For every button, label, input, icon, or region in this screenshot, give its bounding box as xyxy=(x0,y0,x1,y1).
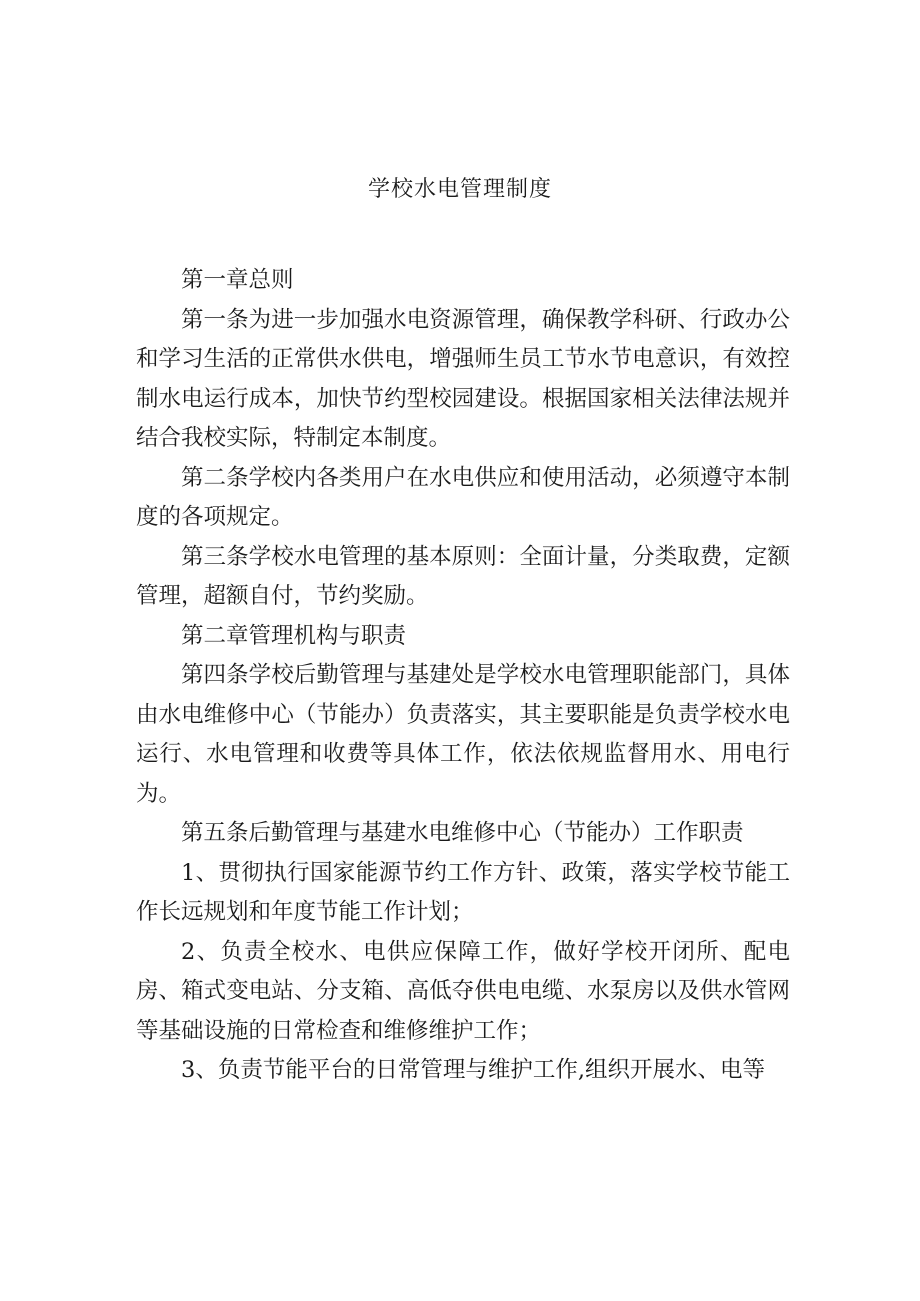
list-item: 2、负责全校水、电供应保障工作，做好学校开闭所、配电房、箱式变电站、分支箱、高低夺供电电缆、水泵房以及供水管网等基础设施的日常检查和维修维护工作； xyxy=(136,938,790,1044)
document-body xyxy=(136,261,790,1091)
article-paragraph: 第五条后勤管理与基建水电维修中心（节能办）工作职责 xyxy=(181,820,744,846)
list-item: 1、贯彻执行国家能源节约工作方针、政策，落实学校节能工作长远规划和年度节能工作计划； xyxy=(136,859,790,925)
chapter-heading: 第二章管理机构与职责 xyxy=(181,622,407,649)
article-paragraph: 第四条学校后勤管理与基建处是学校水电管理职能部门，具体由水电维修中心（节能办）负责落实，其主要职能是负责学校水电运行、水电管理和收费等具体工作，依法依规监督用水、用电行为。 xyxy=(136,662,790,807)
article-paragraph: 第三条学校水电管理的基本原则：全面计量，分类取费，定额管理，超额自付，节约奖励。 xyxy=(136,543,790,609)
chapter-heading: 第一章总则 xyxy=(181,267,294,293)
document-title: 学校水电管理制度 xyxy=(367,177,552,202)
article-paragraph: 第二条学校内各类用户在水电供应和使用活动，必须遵守本制度的各项规定。 xyxy=(136,464,790,530)
list-item: 3、负责节能平台的日常管理与维护工作,组织开展水、电等 xyxy=(181,1057,765,1083)
article-paragraph: 第一条为进一步加强水电资源管理，确保教学科研、行政办公和学习生活的正常供水供电，增强师生员工节水节电意识，有效控制水电运行成本，加快节约型校园建设。根据国家相关法律法规并结合我校实际，特制定本制度。 xyxy=(136,306,790,451)
